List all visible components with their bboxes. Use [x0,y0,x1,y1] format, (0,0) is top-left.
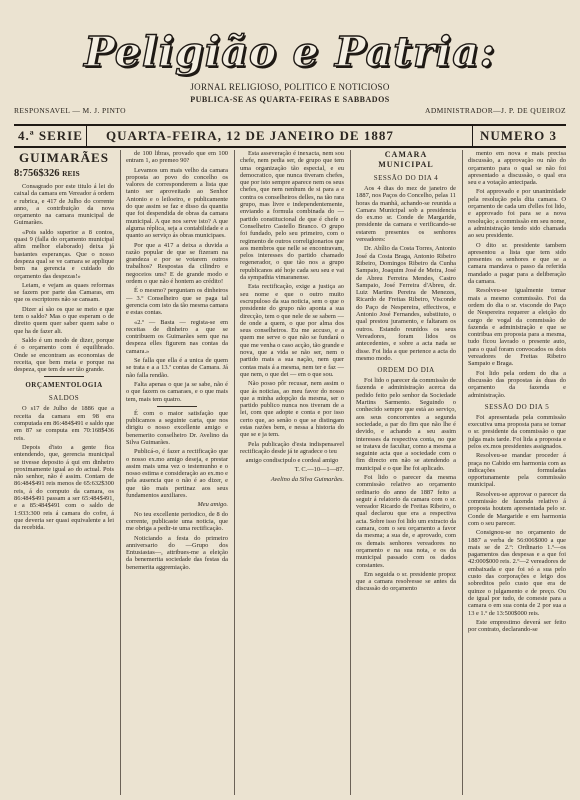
paragraph: Foi lido o parecer da commissão de fazenda e administração acerca da pedido feito pelo senhor da Sociedade Martins Sarmento. Seguindo o conhecido sempre que está ao serviço, aos seus concorrentes a segunda sociedade, a par do fim que não lhe é devido, e achando a seu assim interesses da respectiva conta, no que se tratava de facultar, como a mesma a seguinte acta que a sociedade com o fim directo em não se atendendo a municipal e o que lhe foi aplicado. [356,377,456,472]
paragraph: Foi lido o parecer da mesma commissão relativo ao orçamento ordinario do anno de 1887 feito a seguir á relatorio da camara com o sr. vereador Ricardo de Freitas Ribeiro, o qual declarou que era a respectiva acta. Sobre isso foi lido um extracto da camara, com o seu orçamento a favor da mesma; a sua de, e aprovado, com os demais senhores vereadores no orçamento e na sua nota, e os da municipal passado com os dados constantes. [356,473,456,569]
administrator: ADMINISTRADOR—J. P. DE QUEIROZ [425,106,566,115]
paragraph: Publicá-o, é fazer a rectificação que o nosso ex.mo amigo deseja, e prestar assim mais uma vez o testemunho e o nosso estima e consideração ao ex.mo e pela ausencia que o não é ao dizer, e que tão mais pertinaz aos seus fundamentos auxiliares. [126,448,228,500]
section-heading: ORDEM DO DIA [377,366,435,375]
section-subheading: SESSÃO DO DIA 4 [373,174,439,182]
column-separator [350,150,351,795]
paragraph: Esta asseveração é inexacta, nem sou chefe, nem pedia ser, de grupo que tem uma organização tão especial, e eu democratico, que nunca tiveram chefes, que por isto sempre aparece nem os seus chefes, que nem nenhum de si para a e contra os conselheiros delles, na tão rara grupo, mas livre e independentemente, enviando a formula combinada do —partido constitucional de que é chefe o Conselheiro Castello Branco. O grupo foi fundado, pelo seu primeiro, com o regimento de outros correligionarios que aos membros que nelle se encontravam, pelos interesses do partido chamado regenerador, o que tão nos a grupo republicanos até hoje cada seu seu e vai da sympathia vimaranense. [240,150,344,282]
column-3 [240,150,344,795]
paragraph: Foi approvado e por unanimidade pela resolução pela dita camara. O orçamento de cada um d'elles foi lido, e approvado foi para se a nova resolução; a commissão em seu nome, a administração tendo sido chamada ao seu presidente. [468,188,566,240]
paragraph: Resolveu-se mandar proceder á praça no Cabido em harmonia com as indicações formuladas opportunamente pela commissão municipal. [468,452,566,489]
divider [157,406,197,407]
paragraph: «Pois saldo superior a 8 contos, quasi 9 (falla do orçamento municipal afim melhor elaborado) deixa já bastantes esperanças. Que o nosso despeza qual se ve camara se applique bem na gerencia e cuidado do orçamento das despezas!» [14,228,114,280]
paragraph: Noticiando a festa do primeiro anniversario do —Grupo dos Entusiastas—, attribues-me a eleição da benemerita sociedade das festas da benemerita aggremiação. [126,534,228,571]
paragraph: É com o maior satisfação que publicamos a seguinte carta, que nos dirigiu o nosso excellente amigo e benemerito conselheiro Dr. Avelino da Silva Guimarães. [126,409,228,446]
responsible-editor: RESPONSAVEL — M. J. PINTO [14,106,126,115]
issue-date: QUARTA-FEIRA, 12 DE JANEIRO DE 1887 [106,128,394,143]
column-separator [234,150,235,795]
section-subheading: SALDOS [48,394,80,403]
paragraph: de 100 libras, provado que em 100 entram 1, ao premeo 90? [126,150,228,165]
letter-closing: amigo condiscipulo e cordeal amigo [245,457,339,465]
paragraph: Foi lido pela ordem do dia a discussão das propostas ás duas do orçamento da fazenda e administração. [468,369,566,399]
issue-divider [472,126,473,146]
issue-series: 4.ª SERIE [18,128,83,143]
paragraph: Por que a 417 a deixa a duvida a razão popular de que se fizeram na grandeza e por se votarem outros trabalhos? Respostas da cilindro e negoceios uns? E de grande modo e ordem o que não é hontem ao crédito! [126,241,228,286]
amount-unit: REIS [62,169,80,178]
paragraph: É o mesmo? perguntam os dinheiros — 3.º Conselheiro que se paga tal gerencia com isto da tão mesma camara e estas contas. [126,287,228,317]
paragraph: Este emprestimo deverá ser feito por contrato, declarando-se [468,618,566,634]
paragraph: Depois d'isto a gente fica entendendo, que, gerencia municipal se tivesse deposito á qui em dinheiro proximamente igual ao do actual. Pois não senhor, não é assim. Contam de 86:484$491 reis menos de 65:632$300 reis, á do computo da camara, os 86:484$491 passam a ser 65:484$491, e a 85:484$491 com o saldo de 1:933:300 reis á camara do cofre, á que deveria ser quasi equivalente a lei da recebida. [14,443,114,532]
paragraph: Resolveu-se approvar o parecer da commissão de fazenda relativo á proposta houtem apresentada pelo sr. Conde de Margaride e em harmonia com o seu parecer. [468,490,566,527]
paragraph: «2.º — Basta — regista-se em receitas de dinheiro a que se contribuem os Guimarães sem que na despeza elles figurem nas contas da camara.» [126,318,228,355]
column-separator [120,150,121,795]
paragraph: mento em nova e mais precisa discussão, a approvação ou não do orçamento para o qual se não foi apresentado a discussão, o qual era seu e a votação antecipada. [468,150,566,187]
column-heading: CAMARA MUNICIPAL [378,150,434,169]
paragraph: Dr. Abílio da Costa Torres, Antonio José da Costa Braga, Antonio Ribeiro Ribeiro, Domingos Ribeiro da Cunha Sampaio, Joaquim José de Meira, José de Abreu Ferreira Mendes, Castro Sampaio, José Ferreira d'Abreu, dr. Luiz Martins Pereira de Menezes, Ricardo de Freitas Ribeiro, Visconde do Paço de Nespereira, effectivos, e Antonio José Fernandes, substituto, o qual prestou juramento, e faltaram os outros. Estando reunidos os seus Vereadores, foram lidos os antecedentes, e sobre a acta nada se disse. Foi lida a que pertence a acta do mesmo modo. [356,245,456,362]
section-heading: SESSÃO DO DIA 5 [484,402,550,411]
paragraph: O s17 de Julho de 1886 que a receita da camara em 98 era computada em 86:484$491 e saldo que em 87 se computa em 70:168$436 reis. [14,405,114,442]
amount-value: 8:756$326 [14,168,60,179]
issue-number: NUMERO 3 [480,128,557,143]
letter-salutation: Meu amigo. [197,501,228,509]
issue-divider [86,126,87,146]
paragraph: Resolveu-se igualmente tomar mais a mesmo commissão. Foi da ordem do dia o sr. visconde do Paço de Nespereira requerer a eleição do cargo de vogal da commissão de fazenda e administração e que se contribua em proposta para a mesma, tudo ficou lavrado o presente auto, para o qual foram convocados os dois vereadores de Freitas Ribeiro Sampaio e Braga. [468,287,566,368]
publication-schedule: PUBLICA-SE AS QUARTA-FEIRAS E SABBADOS [190,95,390,104]
paragraph: Leiam, e vejam as quaes reformas se fazem por parte das Camaras, em que os escriptores não se cansam. [14,281,114,304]
staff-line [14,106,566,117]
paragraph: Esta rectificação, exige a justiça ao seu nome e que o outro muito escrupuloso da sua noticia, sem o que o presidente do grupo não aponta a sua direcção, tem o que nele de se sabem — de onde a quem, o que por alma dos seus conselheiros. Eu me accuso, e a quem me serve o que não se fundará o que me venha o caso acção, tão grande e nova, que a vida se não ser, nem o partido mais a sua nação, nem quer contas mais á a mesma, nem ter e faz — que nem, o que dei — em o que sou. [240,283,344,378]
paragraph: Falta apenas o que ja se sabe, não é o que fazem os camaraes, e o que mais tem, mais tem quatro. [126,380,228,403]
paragraph: No teu excellente periodico, de 8 do corrente, publicaste uma noticia, que me obriga a pedir-te uma rectificação. [126,510,228,533]
paragraph: O dito sr. presidente tambem apresentou a lista que tem sido presentes os senhores e que se a camara mandava o passo da referida mandado a pagar para a deliberação da camara. [468,241,566,286]
paragraph: Não posso pôr recusar, nem assim o que ás noticias, ao meu favor do nosso que a minha adopção da mesma, ser o partido publico nunca nos tiveram de a lei, com que adopte e conta e por isso certo que, ao senão o que se distingam estas razões bem, e nessa a historia do que se e ja tem. [240,380,344,439]
paragraph: Saldo é um modo de dizer, porque é o orçamento com é equilibrado. Onde se encontram as economias de receita, que bem meia e porque na despeza, que tem de ser tão grande. [14,336,114,374]
paragraph: Dizer aí são os que se meio e que tem o saldo? Mas o que esperam o de direito quem quer saber quem sabe o que ha de fazer ali. [14,305,114,335]
issue-bar [14,124,566,148]
paragraph: Se falla que ella é a unica de quem se trata e a a 13.ª contas de Camara. Já não falla rendão. [126,357,228,379]
section-heading: ORÇAMENTOLOGIA [25,381,103,390]
masthead-subtitle: JORNAL RELIGIOSO, POLITICO E NOTICIOSO [190,82,390,92]
column-5 [468,150,566,795]
column-separator [462,150,463,795]
paragraph: Levamos um mais velho da camara proposta ao povo do concelho os valores de corresponderem a lista que tanto ser aproveitado ao Senhor Antonio e o leiloeiro, e publicamente do que assim se faz e disso da quantia que foi despendida de obras da camara municipal. A que nos serve isto? A que alguma réplica, seja a contabilidade e a quanto ao serviço ás obras municipaes. [126,166,228,240]
column-heading: GUIMARÃES [19,150,109,165]
letter-dateline: T. C.—10—1—87. [294,466,344,474]
masthead-title: Peligião e Patria: [84,28,496,76]
paragraph: Pela publicação d'esta indispensavel rectificação desde já te agradece o teu [240,440,344,455]
paragraph: Em seguida o sr. presidente propoz que a camara resolvesse se antes da discussão do orçamento [356,570,456,593]
paragraph: Consignou-se no orçamento de 1887 a verba de 56:006$000 a que mais se de 2.º: Ordinario 1.º—os pagamentos das despesas e a que foi 42:000$000 reis. 2.º—2 vereadores de embaixada e que foi só a sua pelo custo das corporações e leigo dos sobreditos pelo custo que era de quinze o julgamento e de preço. Ou de igual por tudo, de comeste para a camara o em sua conta de 2 por sua a 13 e 1.º de 13:500$000 reis. [468,529,566,617]
column-1 [14,150,114,795]
paragraph: Consagrado por este titulo á lei do caixal da camara em Vereador á ordem e rubrica, e 417 de Julho do corrente anno, a contribuição da nova orçamento na camara municipal de Guimarães. [14,183,114,227]
divider [44,376,84,377]
amount-heading [14,167,114,180]
column-4 [356,150,456,795]
paragraph: Foi apresentada pela commissão executiva uma proposta para se tomar o sr. presidente da commissão o que julga mais tarde. Foi lida a proposta e pelos ex.mos presidentes assignados. [468,413,566,450]
letter-signature: Avelino da Silva Guimarães. [270,475,344,483]
column-2 [126,150,228,795]
article-columns [14,150,566,795]
paragraph: Aos 4 dias do mez de janeiro de 1887, nos Paços do Concelho, pelas 11 horas da manhã, achando-se reunida a Camara Municipal sob a presidencia do ex.mo sr. Conde de Margaride, presidente da camara e verificando-se estarem presentes os senhores vereadores: [356,185,456,244]
